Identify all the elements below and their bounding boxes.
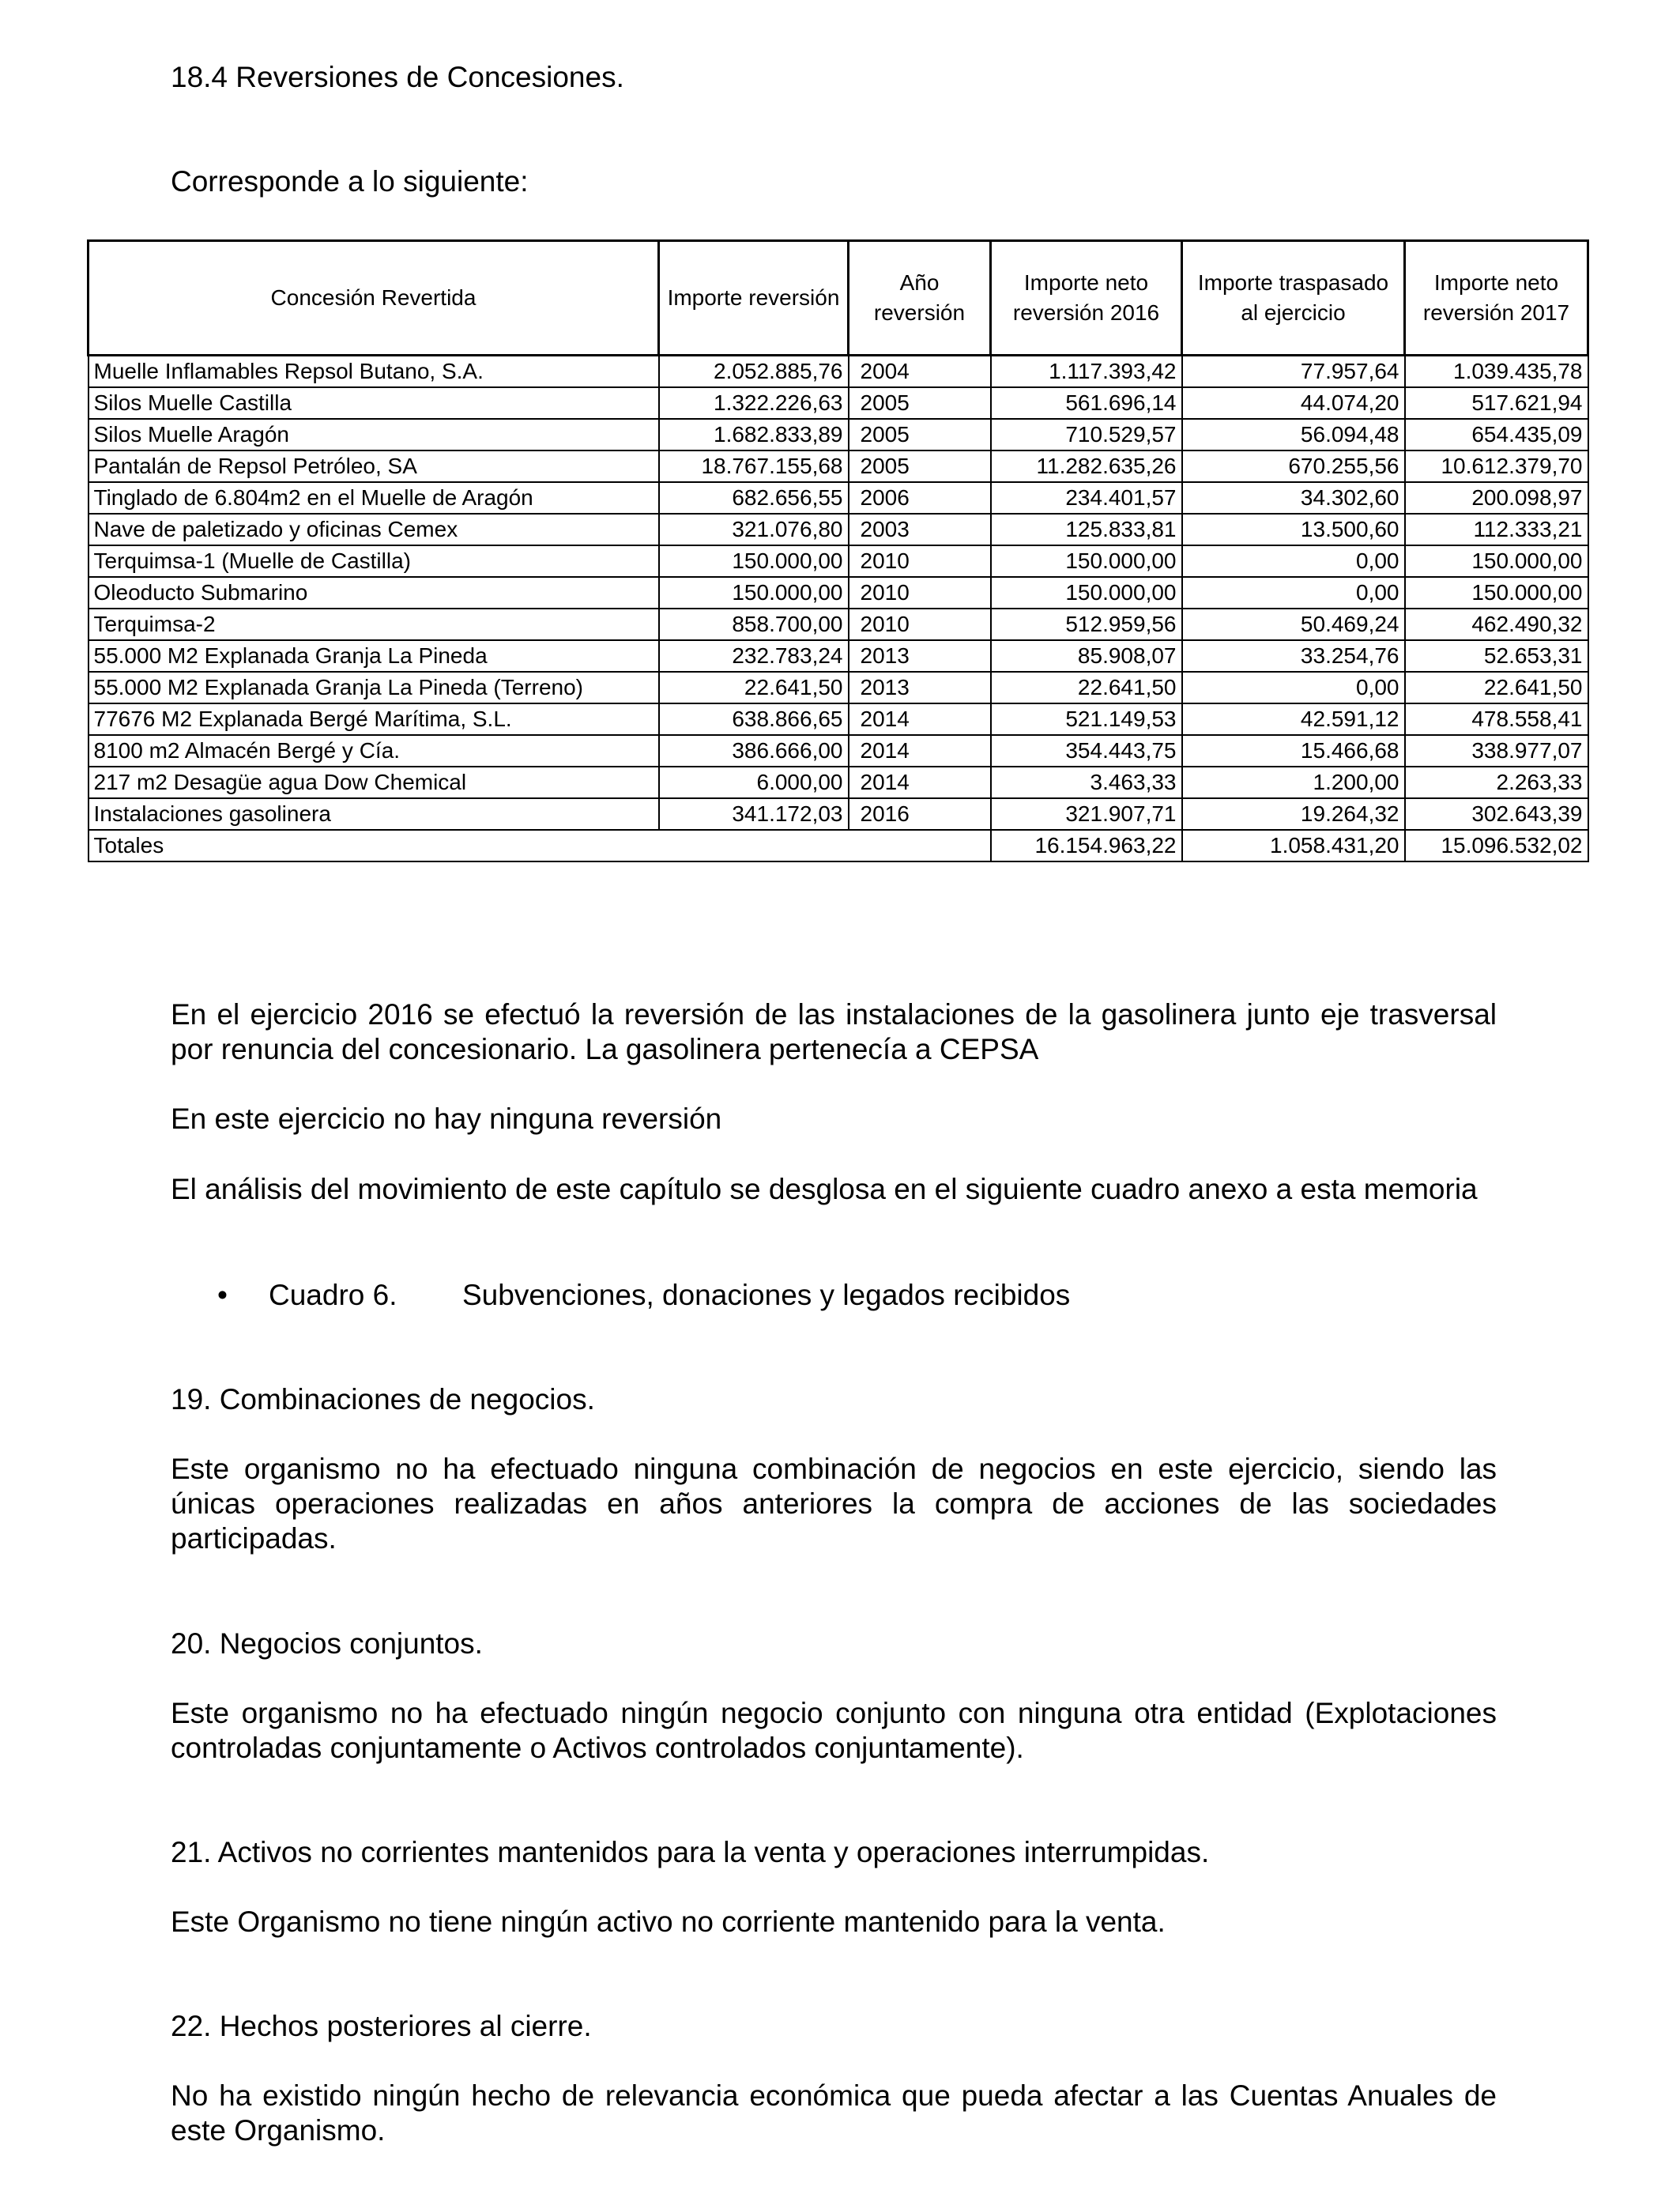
col-header-neto-2016: Importe neto reversión 2016 xyxy=(991,241,1182,356)
cell-concesion: Terquimsa-1 (Muelle de Castilla) xyxy=(89,545,659,577)
cell-ano-reversion: 2003 xyxy=(849,514,991,545)
cell-concesion: Pantalán de Repsol Petróleo, SA xyxy=(89,450,659,482)
cell-traspasado: 77.957,64 xyxy=(1182,356,1405,388)
cell-neto-2017: 2.263,33 xyxy=(1405,767,1588,798)
cell-concesion: Instalaciones gasolinera xyxy=(89,798,659,830)
cell-neto-2016: 234.401,57 xyxy=(991,482,1182,514)
paragraph-no-reversion: En este ejercicio no hay ninguna reversión xyxy=(171,1103,722,1135)
cell-neto-2016: 150.000,00 xyxy=(991,577,1182,609)
table-row xyxy=(89,545,1588,577)
cell-traspasado: 1.200,00 xyxy=(1182,767,1405,798)
cell-importe-reversion: 232.783,24 xyxy=(659,640,849,672)
cell-neto-2016: 561.696,14 xyxy=(991,387,1182,419)
cell-neto-2016: 710.529,57 xyxy=(991,419,1182,450)
cell-ano-reversion: 2016 xyxy=(849,798,991,830)
cell-traspasado: 56.094,48 xyxy=(1182,419,1405,450)
cell-traspasado: 50.469,24 xyxy=(1182,609,1405,640)
totals-label: Totales xyxy=(89,830,659,861)
cell-concesion: 8100 m2 Almacén Bergé y Cía. xyxy=(89,735,659,767)
cell-traspasado: 42.591,12 xyxy=(1182,703,1405,735)
totals-row xyxy=(89,830,1588,861)
cell-importe-reversion: 6.000,00 xyxy=(659,767,849,798)
cell-neto-2017: 150.000,00 xyxy=(1405,545,1588,577)
table-header-row xyxy=(89,241,1588,356)
section-19-heading: 19. Combinaciones de negocios. xyxy=(171,1383,595,1416)
col-header-importe-reversion: Importe reversión xyxy=(659,241,849,356)
cell-neto-2017: 517.621,94 xyxy=(1405,387,1588,419)
table-row xyxy=(89,387,1588,419)
cell-traspasado: 670.255,56 xyxy=(1182,450,1405,482)
cell-neto-2016: 150.000,00 xyxy=(991,545,1182,577)
col-header-neto-2017: Importe neto reversión 2017 xyxy=(1405,241,1588,356)
cell-traspasado: 33.254,76 xyxy=(1182,640,1405,672)
cell-traspasado: 19.264,32 xyxy=(1182,798,1405,830)
table-row xyxy=(89,577,1588,609)
cell-ano-reversion: 2014 xyxy=(849,767,991,798)
section-22-body: No ha existido ningún hecho de relevancia económica que pueda afectar a las Cuentas Anuales de este Organismo. xyxy=(171,2079,1497,2147)
cell-neto-2017: 338.977,07 xyxy=(1405,735,1588,767)
cell-neto-2016: 22.641,50 xyxy=(991,672,1182,703)
cell-neto-2017: 200.098,97 xyxy=(1405,482,1588,514)
cell-ano-reversion: 2004 xyxy=(849,356,991,388)
cell-traspasado: 0,00 xyxy=(1182,577,1405,609)
table-row xyxy=(89,356,1588,388)
cell-concesion: Silos Muelle Aragón xyxy=(89,419,659,450)
cell-neto-2017: 112.333,21 xyxy=(1405,514,1588,545)
cell-importe-reversion: 2.052.885,76 xyxy=(659,356,849,388)
cell-neto-2017: 1.039.435,78 xyxy=(1405,356,1588,388)
table-intro: Corresponde a lo siguiente: xyxy=(171,165,529,198)
cell-neto-2017: 462.490,32 xyxy=(1405,609,1588,640)
table-body xyxy=(89,356,1588,862)
cell-ano-reversion: 2013 xyxy=(849,672,991,703)
cell-importe-reversion: 22.641,50 xyxy=(659,672,849,703)
totals-neto-2016: 16.154.963,22 xyxy=(991,830,1182,861)
cell-importe-reversion: 150.000,00 xyxy=(659,545,849,577)
cell-neto-2016: 1.117.393,42 xyxy=(991,356,1182,388)
cell-neto-2016: 321.907,71 xyxy=(991,798,1182,830)
totals-empty-cell xyxy=(659,830,849,861)
col-header-traspasado: Importe traspasado al ejercicio xyxy=(1182,241,1405,356)
bullet-text: Subvenciones, donaciones y legados recibidos xyxy=(462,1279,1071,1311)
cell-ano-reversion: 2010 xyxy=(849,545,991,577)
table-row xyxy=(89,450,1588,482)
section-20-body: Este organismo no ha efectuado ningún negocio conjunto con ninguna otra entidad (Explotaciones controladas conjuntamente o Activos controlados conjuntamente). xyxy=(171,1697,1497,1764)
table-row xyxy=(89,798,1588,830)
col-header-ano-reversion: Año reversión xyxy=(849,241,991,356)
cell-ano-reversion: 2006 xyxy=(849,482,991,514)
cell-concesion: Muelle Inflamables Repsol Butano, S.A. xyxy=(89,356,659,388)
cell-importe-reversion: 682.656,55 xyxy=(659,482,849,514)
bullet-label: Cuadro 6. xyxy=(269,1279,397,1311)
cell-neto-2017: 654.435,09 xyxy=(1405,419,1588,450)
cell-importe-reversion: 321.076,80 xyxy=(659,514,849,545)
cell-neto-2016: 85.908,07 xyxy=(991,640,1182,672)
cell-concesion: Silos Muelle Castilla xyxy=(89,387,659,419)
cell-neto-2017: 302.643,39 xyxy=(1405,798,1588,830)
cell-concesion: Terquimsa-2 xyxy=(89,609,659,640)
cell-neto-2016: 3.463,33 xyxy=(991,767,1182,798)
table-row xyxy=(89,640,1588,672)
cell-neto-2016: 512.959,56 xyxy=(991,609,1182,640)
cell-importe-reversion: 1.322.226,63 xyxy=(659,387,849,419)
cell-ano-reversion: 2005 xyxy=(849,387,991,419)
cell-neto-2017: 52.653,31 xyxy=(1405,640,1588,672)
bullet-symbol: • xyxy=(217,1279,228,1311)
cell-concesion: Oleoducto Submarino xyxy=(89,577,659,609)
section-18-4-heading: 18.4 Reversiones de Concesiones. xyxy=(171,61,624,93)
cell-concesion: 55.000 M2 Explanada Granja La Pineda xyxy=(89,640,659,672)
table-row xyxy=(89,514,1588,545)
cell-neto-2017: 22.641,50 xyxy=(1405,672,1588,703)
cell-ano-reversion: 2014 xyxy=(849,735,991,767)
cell-importe-reversion: 18.767.155,68 xyxy=(659,450,849,482)
cell-neto-2016: 521.149,53 xyxy=(991,703,1182,735)
cell-neto-2016: 11.282.635,26 xyxy=(991,450,1182,482)
section-22-heading: 22. Hechos posteriores al cierre. xyxy=(171,2010,592,2042)
table-row xyxy=(89,419,1588,450)
cell-concesion: Nave de paletizado y oficinas Cemex xyxy=(89,514,659,545)
cell-importe-reversion: 150.000,00 xyxy=(659,577,849,609)
table-row xyxy=(89,672,1588,703)
cell-concesion: 55.000 M2 Explanada Granja La Pineda (Terreno) xyxy=(89,672,659,703)
cell-traspasado: 34.302,60 xyxy=(1182,482,1405,514)
cell-neto-2017: 150.000,00 xyxy=(1405,577,1588,609)
col-header-concesion: Concesión Revertida xyxy=(89,241,659,356)
concessions-table xyxy=(87,239,1589,862)
cell-neto-2017: 10.612.379,70 xyxy=(1405,450,1588,482)
cell-neto-2017: 478.558,41 xyxy=(1405,703,1588,735)
cell-importe-reversion: 341.172,03 xyxy=(659,798,849,830)
section-21-body: Este Organismo no tiene ningún activo no corriente mantenido para la venta. xyxy=(171,1906,1166,1938)
cell-ano-reversion: 2010 xyxy=(849,609,991,640)
cell-importe-reversion: 386.666,00 xyxy=(659,735,849,767)
cell-neto-2016: 354.443,75 xyxy=(991,735,1182,767)
cell-ano-reversion: 2005 xyxy=(849,450,991,482)
section-20-heading: 20. Negocios conjuntos. xyxy=(171,1627,483,1660)
cell-ano-reversion: 2013 xyxy=(849,640,991,672)
cell-importe-reversion: 638.866,65 xyxy=(659,703,849,735)
paragraph-gasolinera: En el ejercicio 2016 se efectuó la reversión de las instalaciones de la gasolinera junto eje trasversal por renuncia del concesionario. La gasolinera pertenecía a CEPSA xyxy=(171,998,1497,1065)
cell-traspasado: 15.466,68 xyxy=(1182,735,1405,767)
cell-traspasado: 0,00 xyxy=(1182,672,1405,703)
paragraph-analisis: El análisis del movimiento de este capítulo se desglosa en el siguiente cuadro anexo a esta memoria xyxy=(171,1173,1478,1205)
section-19-body: Este organismo no ha efectuado ninguna combinación de negocios en este ejercicio, siendo las únicas operaciones realizadas en años anteriores la compra de acciones de las sociedades participadas. xyxy=(171,1453,1497,1555)
totals-traspasado: 1.058.431,20 xyxy=(1182,830,1405,861)
cell-importe-reversion: 1.682.833,89 xyxy=(659,419,849,450)
totals-empty-cell xyxy=(849,830,991,861)
table-row xyxy=(89,735,1588,767)
cell-concesion: Tinglado de 6.804m2 en el Muelle de Aragón xyxy=(89,482,659,514)
table-row xyxy=(89,767,1588,798)
cell-traspasado: 44.074,20 xyxy=(1182,387,1405,419)
cell-traspasado: 13.500,60 xyxy=(1182,514,1405,545)
cell-ano-reversion: 2005 xyxy=(849,419,991,450)
table-row xyxy=(89,482,1588,514)
cell-concesion: 77676 M2 Explanada Bergé Marítima, S.L. xyxy=(89,703,659,735)
cell-ano-reversion: 2010 xyxy=(849,577,991,609)
table-row xyxy=(89,609,1588,640)
cell-concesion: 217 m2 Desagüe agua Dow Chemical xyxy=(89,767,659,798)
cell-importe-reversion: 858.700,00 xyxy=(659,609,849,640)
cell-ano-reversion: 2014 xyxy=(849,703,991,735)
totals-neto-2017: 15.096.532,02 xyxy=(1405,830,1588,861)
cell-traspasado: 0,00 xyxy=(1182,545,1405,577)
cell-neto-2016: 125.833,81 xyxy=(991,514,1182,545)
table-row xyxy=(89,703,1588,735)
section-21-heading: 21. Activos no corrientes mantenidos para la venta y operaciones interrumpidas. xyxy=(171,1836,1210,1868)
